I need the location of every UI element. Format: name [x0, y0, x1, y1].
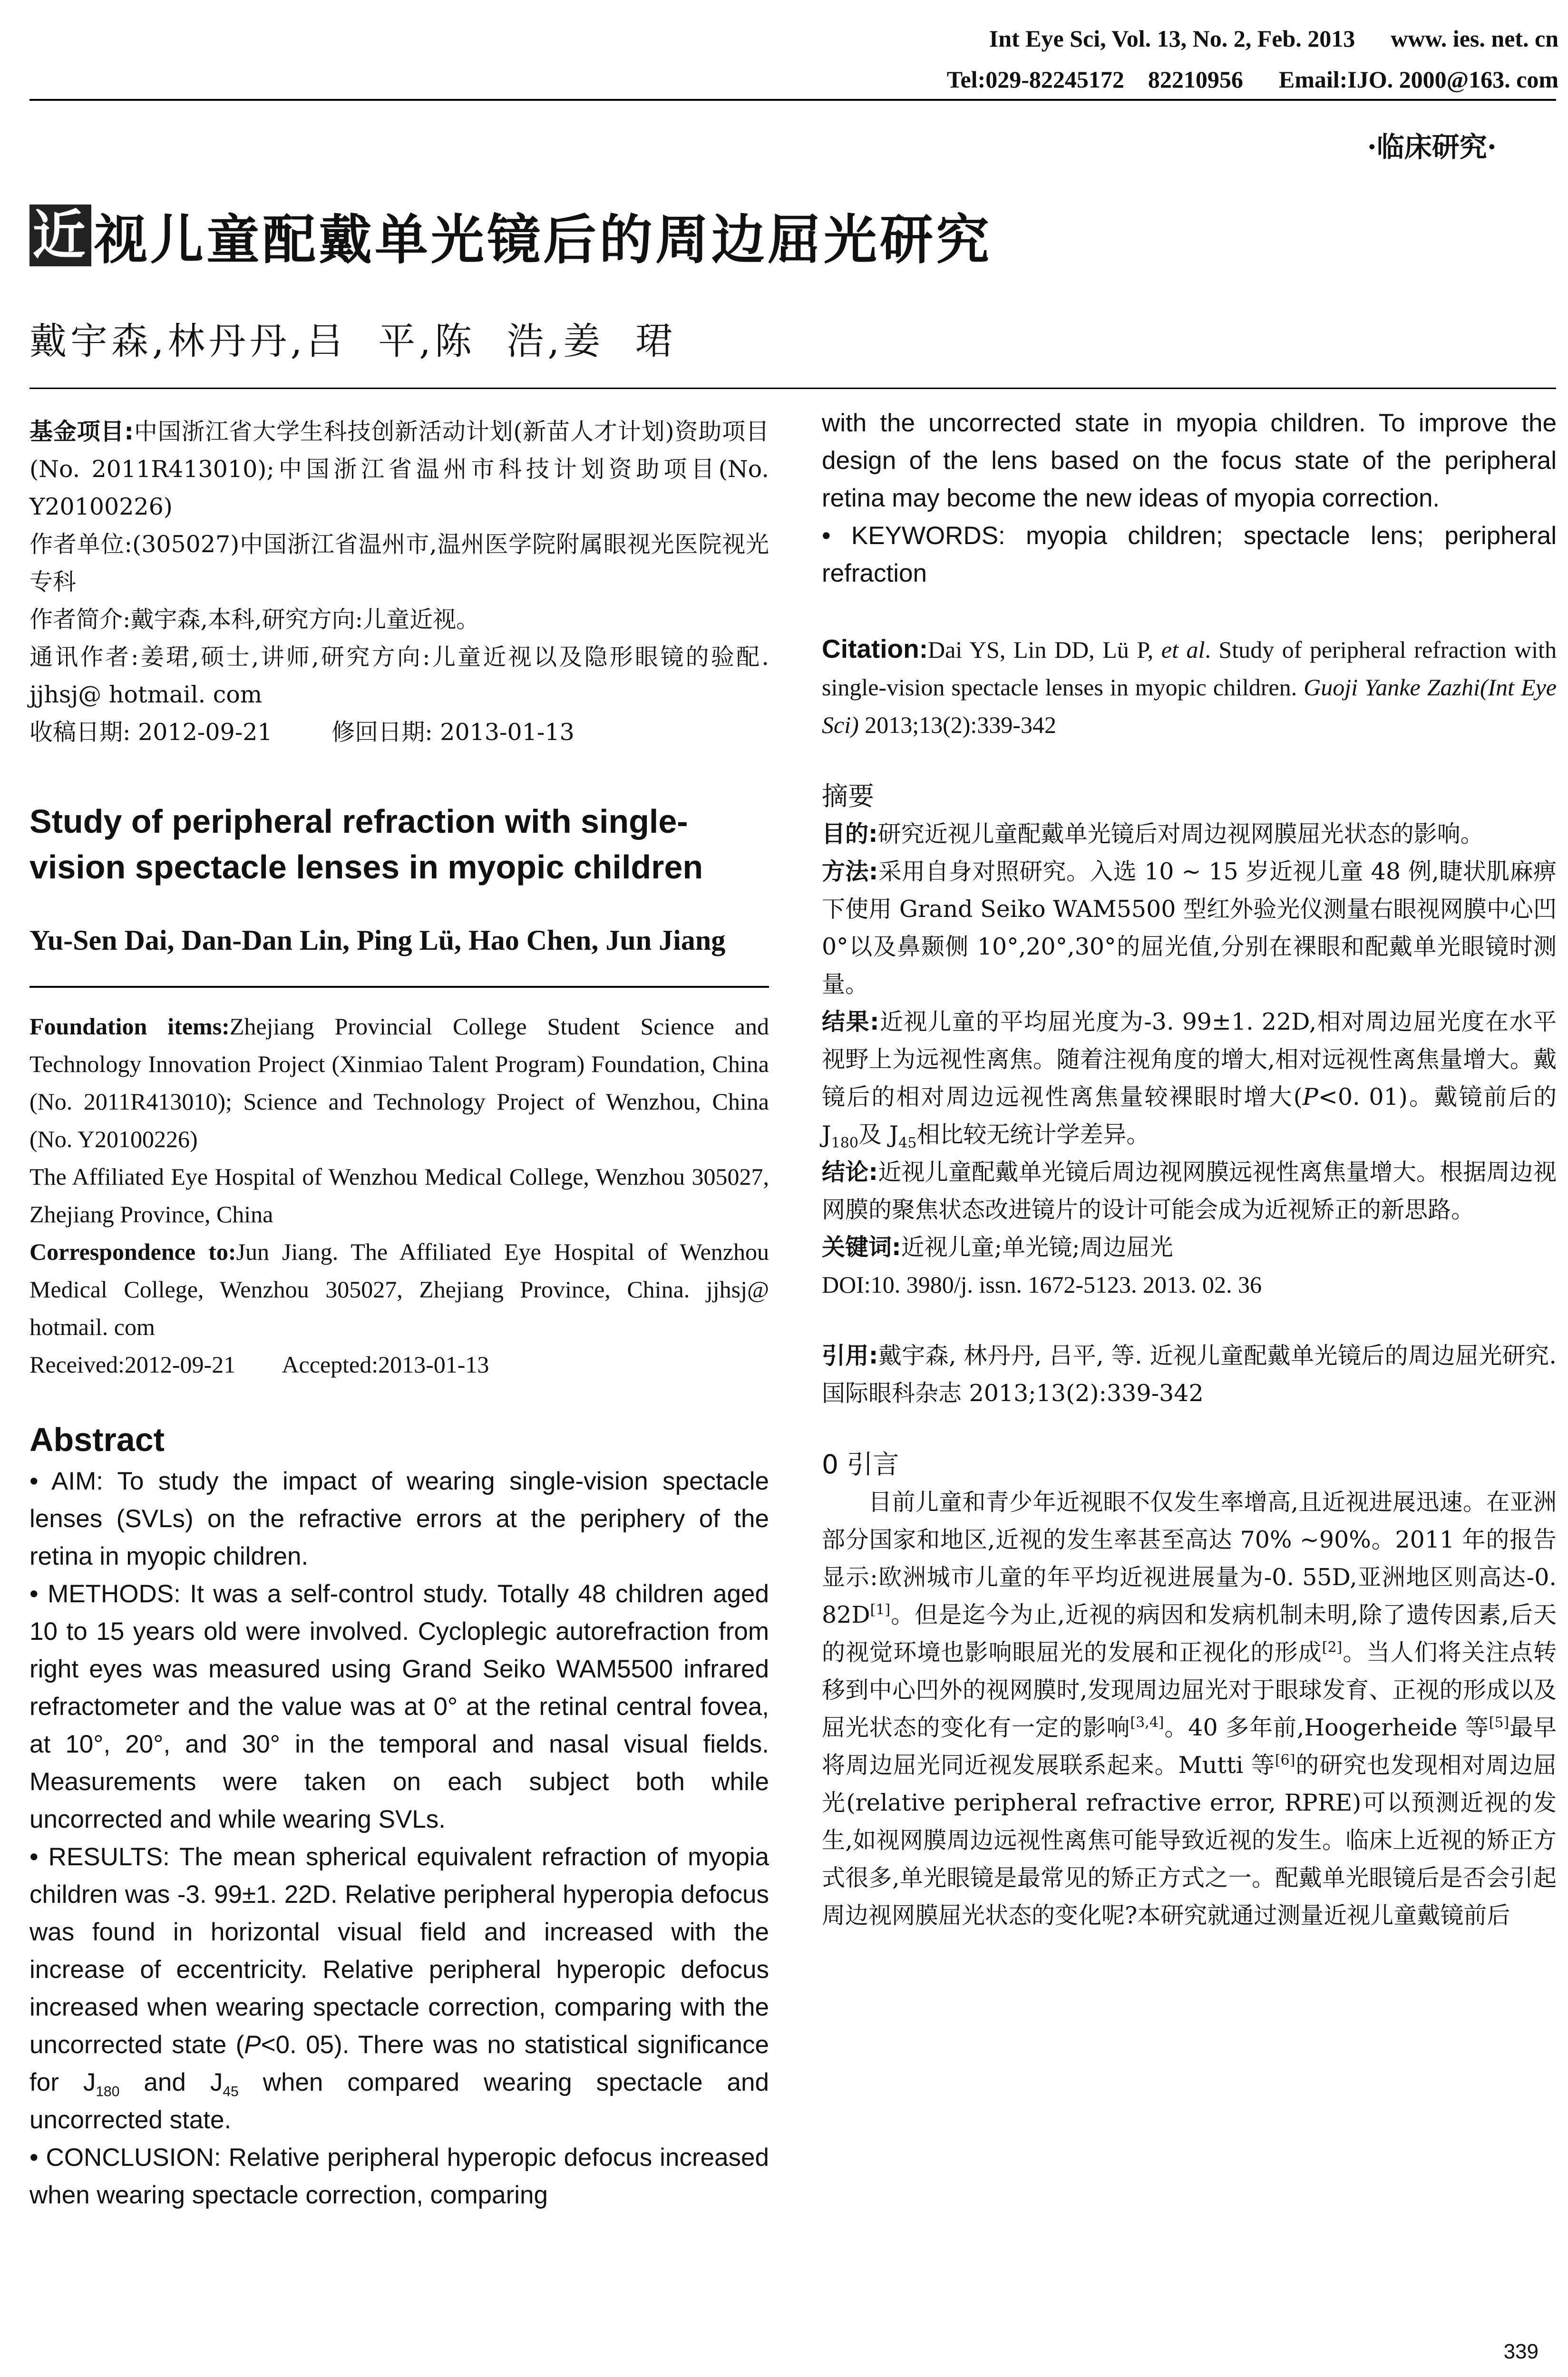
results-text-c: and J [119, 2068, 223, 2096]
fund-label: 基金项目: [29, 418, 134, 445]
citation-ref-5: [5] [1489, 1714, 1510, 1731]
results-label-cn: 结果: [822, 1008, 879, 1035]
abstract-cn-heading: 摘要 [822, 781, 875, 811]
header-rule [29, 99, 1556, 101]
intro-text-5: 最早将周边屈光同近视发展联系起来。Mutti 等 [822, 1714, 1557, 1779]
citation-cn [822, 1337, 1557, 1412]
intro-heading: 0 引言 [822, 1449, 899, 1480]
aim-label-cn: 目的: [822, 820, 878, 848]
intro-text-2: 。但是迄今为止,近视的病因和发病机制未明,除了遗传因素,后天的视觉环境也影响眼屈光的发展和正视化的形成 [822, 1601, 1557, 1666]
citation-ref-2: [2] [1322, 1639, 1343, 1656]
results-cn-p: P [1302, 1083, 1318, 1111]
contact-info-line: Tel:029-82245172 82210956 Email:IJO. 2000@163. com [946, 66, 1558, 93]
results-text-d: when compared wearing spectacle and uncorrected state. [29, 2068, 769, 2134]
foundation-text: Zhejiang Provincial College Student Science and Technology Innovation Project (Xinmiao Talent Program) Foundation, China (No. 2011R413010); Science and Technology Project of Wenzhou, China (No. Y20100226) [29, 1013, 769, 1152]
citation-ref-3-4: [3,4] [1130, 1714, 1164, 1731]
keywords-text-cn: 近视儿童;单光镜;周边屈光 [901, 1234, 1173, 1261]
abstract-cn-keywords [822, 1228, 1557, 1266]
intro-paragraph [822, 1483, 1557, 1934]
article-title-cn [29, 200, 992, 271]
intro-text-6: 的研究也发现相对周边屈光(relative peripheral refractive error, RPRE)可以预测近视的发生,如视网膜周边远视性离焦可能导致近视的发生。临床上近视的矫正方式很多,单光眼镜是最常见的矫正方式之一。配戴单光眼镜后是否会引起周边视网膜屈光状态的变化呢?本研究就通过测量近视儿童戴镜前后 [822, 1752, 1557, 1929]
abstract-cn-conclusion [822, 1153, 1557, 1228]
abstract-conclusion-start: • CONCLUSION: Relative peripheral hyperopic defocus increased when wearing spectacle correction, comparing [29, 2143, 769, 2209]
authors-en: Yu-Sen Dai, Dan-Dan Lin, Ping Lü, Hao Chen, Jun Jiang [29, 925, 726, 956]
correspondence-label: Correspondence to: [29, 1238, 236, 1265]
conclusion-text-cn: 近视儿童配戴单光镜后周边视网膜远视性离焦量增大。根据周边视网膜的聚焦状态改进镜片的设计可能会成为近视矫正的新思路。 [822, 1159, 1557, 1223]
abstract-results [29, 1838, 769, 2139]
abstract-methods: • METHODS: It was a self-control study. Totally 48 children aged 10 to 15 years old were involved. Cycloplegic autorefraction from right eyes was measured using Grand Seiko WAM5500 infrared refractometer and the value was at 0° at the retinal central fovea, at 10°, 20°, and 30° in the temporal and nasal visual fields. Measurements were taken on each subject both while uncorrected and while wearing SVLs. [29, 1580, 769, 1833]
abstract-cn-aim [822, 815, 1557, 853]
received-accepted-en: Received:2012-09-21 Accepted:2013-01-13 [29, 1351, 489, 1378]
results-text-a: • RESULTS: The mean spherical equivalent refraction of myopia children was -3. 99±1. 22D. Relative peripheral hyperopia defocus was found in horizontal visual field and increased with the increase of eccentricity. Relative peripheral hyperopic defocus increased when wearing spectacle correction, comparing with the uncorrected state ( [29, 1843, 769, 2059]
correspondence-en [29, 1233, 769, 1346]
intro-text-4: 。40 多年前,Hoogerheide 等 [1164, 1714, 1489, 1741]
fund-info-cn [29, 413, 769, 526]
citation-en [822, 630, 1557, 744]
journal-info-line: Int Eye Sci, Vol. 13, No. 2, Feb. 2013 www. ies. net. cn [989, 25, 1558, 52]
section-label: ·临床研究· [1367, 131, 1497, 163]
citation-et-al: et al [1161, 636, 1205, 663]
title-initial-character: 近 [29, 205, 91, 266]
methods-text-cn: 采用自身对照研究。入选 10 ~ 15 岁近视儿童 48 例,睫状肌麻痹下使用 Grand Seiko WAM5500 型红外验光仪测量右眼视网膜中心凹 0°以及鼻颞侧 10°,20°,30°的屈光值,分别在裸眼和配戴单光眼镜时测量。 [822, 858, 1557, 998]
authors-cn: 戴宇森,林丹丹,吕 平,陈 浩,姜 珺 [29, 320, 676, 363]
fund-text: 中国浙江省大学生科技创新活动计划(新苗人才计划)资助项目(No. 2011R413010);中国浙江省温州市科技计划资助项目(No. Y20100226) [29, 418, 769, 520]
right-column [822, 404, 1557, 1934]
citation-cn-text: 戴宇森, 林丹丹, 吕平, 等. 近视儿童配戴单光镜后的周边屈光研究. 国际眼科杂志 2013;13(2):339-342 [822, 1342, 1557, 1407]
results-cn-a: 近视儿童的平均屈光度为-3. 99±1. 22D,相对周边屈光度在水平视野上为远视性离焦。随着注视角度的增大,相对远视性离焦量增大。戴镜后的相对周边远视性离焦量较裸眼时增大( [822, 1008, 1557, 1111]
corresponding-author-cn: 通讯作者:姜珺,硕士,讲师,研究方向:儿童近视以及隐形眼镜的验配. jjhsj@ hotmail. com [29, 643, 769, 708]
citation-text-a: Dai YS, Lin DD, Lü P, [928, 636, 1161, 663]
results-cn-d: 相比较无统计学差异。 [916, 1121, 1150, 1148]
abstract-conclusion-end: with the uncorrected state in myopia children. To improve the design of the lens based on the focus state of the peripheral retina may become the new ideas of myopia correction. [822, 409, 1557, 512]
citation-label: Citation: [822, 634, 928, 663]
results-cn-sub-180: 180 [831, 1134, 858, 1151]
citation-text-c: 2013;13(2):339-342 [858, 711, 1056, 738]
results-p: P [244, 2031, 261, 2059]
intro-text-1: 目前儿童和青少年近视眼不仅发生率增高,且近视进展迅速。在亚洲部分国家和地区,近视的发生率甚至高达 70% ~90%。2011 年的报告显示:欧洲城市儿童的年平均近视进展量为-0. 55D,亚洲地区则高达-0. 82D [822, 1489, 1557, 1628]
doi: DOI:10. 3980/j. issn. 1672-5123. 2013. 02. 36 [822, 1271, 1262, 1298]
correspondence-text: Jun Jiang. The Affiliated Eye Hospital of Wenzhou Medical College, Wenzhou 305027, Zhejiang Province, China. jjhsj@ hotmail. com [29, 1238, 769, 1340]
author-unit: 作者单位:(305027)中国浙江省温州市,温州医学院附属眼视光医院视光专科 [29, 531, 769, 595]
abstract-cn-methods [822, 853, 1557, 1003]
foundation-label: Foundation items: [29, 1013, 230, 1040]
affiliation-en: The Affiliated Eye Hospital of Wenzhou Medical College, Wenzhou 305027, Zhejiang Province, China [29, 1163, 769, 1227]
results-cn-c: 及 J [858, 1121, 899, 1148]
aim-text-cn: 研究近视儿童配戴单光镜后对周边视网膜屈光状态的影响。 [877, 820, 1484, 848]
methods-label-cn: 方法: [822, 858, 878, 885]
results-cn-b: <0. 01)。戴镜前后的 J [822, 1083, 1557, 1148]
citation-ref-6: [6] [1275, 1752, 1295, 1769]
title-text: 视儿童配戴单光镜后的周边屈光研究 [94, 209, 992, 271]
citation-ref-1: [1] [870, 1601, 891, 1618]
abstract-cn-results [822, 1003, 1557, 1153]
dates-cn: 收稿日期: 2012-09-21 修回日期: 2013-01-13 [29, 719, 575, 746]
results-text-b: <0. 05). There was no statistical significance for J [29, 2031, 769, 2096]
abstract-aim: • AIM: To study the impact of wearing single-vision spectacle lenses (SVLs) on the refractive errors at the periphery of the retina in myopic children. [29, 1467, 769, 1570]
abstract-keywords: • KEYWORDS: myopia children; spectacle lens; peripheral refraction [822, 522, 1557, 587]
foundation-items-en [29, 1008, 769, 1158]
abstract-heading: Abstract [29, 1421, 165, 1458]
conclusion-label-cn: 结论: [822, 1159, 878, 1186]
results-sub-45: 45 [223, 2084, 239, 2100]
citation-text-b: . Study of peripheral refraction with single-vision spectacle lenses in myopic children. [822, 636, 1557, 701]
author-intro: 作者简介:戴宇森,本科,研究方向:儿童近视。 [29, 606, 480, 633]
article-title-en: Study of peripheral refraction with single-vision spectacle lenses in myopic children [29, 803, 703, 886]
authors-rule [29, 388, 1556, 389]
citation-journal: Guoji Yanke Zazhi(Int Eye Sci) [822, 674, 1557, 738]
left-column [29, 404, 769, 2214]
page-number: 339 [1503, 2340, 1539, 2363]
intro-text-3: 。当人们将关注点转移到中心凹外的视网膜时,发现周边屈光对于眼球发育、正视的形成以及屈光状态的变化有一定的影响 [822, 1639, 1557, 1741]
citation-cn-label: 引用: [822, 1342, 878, 1369]
results-sub-180: 180 [96, 2084, 120, 2100]
results-cn-sub-45: 45 [898, 1134, 917, 1151]
keywords-label-cn: 关键词: [822, 1234, 901, 1261]
